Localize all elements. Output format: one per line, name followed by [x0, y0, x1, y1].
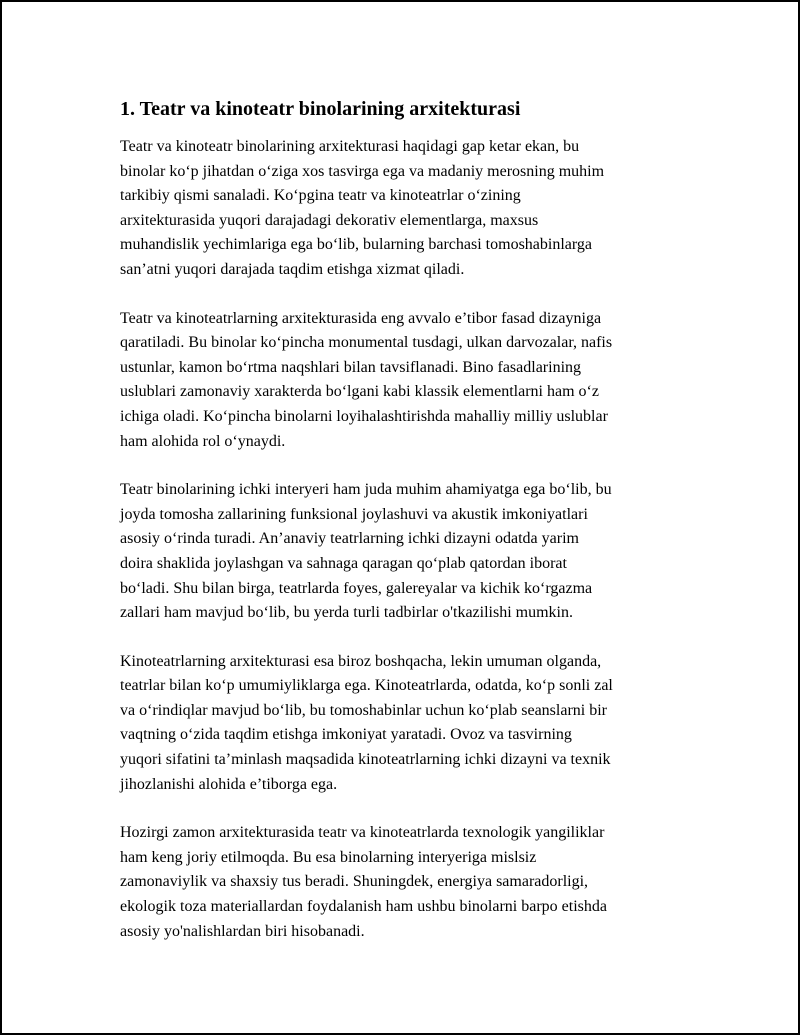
text-line: tarkibiy qismi sanaladi. Ko‘pgina teatr va kinoteatrlar o‘zining: [120, 187, 521, 205]
text-line: ekologik toza materiallardan foydalanish ham ushbu binolarni barpo etishda: [120, 898, 607, 916]
text-line: Hozirgi zamon arxitekturasida teatr va kinoteatrlarda texnologik yangiliklar: [120, 824, 605, 842]
text-line: asosiy o‘rinda turadi. An’anaviy teatrlarning ichki dizayni odatda yarim: [120, 530, 579, 548]
text-line: san’atni yuqori darajada taqdim etishga xizmat qiladi.: [120, 260, 465, 278]
text-line: Teatr binolarining ichki interyeri ham juda muhim ahamiyatga ega bo‘lib, bu: [120, 481, 612, 499]
text-line: Kinoteatrlarning arxitekturasi esa biroz boshqacha, lekin umuman olganda,: [120, 652, 602, 670]
paragraph-5: [120, 821, 692, 944]
text-line: muhandislik yechimlariga ega bo‘lib, bularning barchasi tomoshabinlarga: [120, 236, 593, 254]
text-line: ham alohida rol o‘ynaydi.: [120, 432, 286, 450]
paragraph-1: [120, 135, 692, 283]
text-line: bo‘ladi. Shu bilan birga, teatrlarda foyes, galereyalar va kichik ko‘rgazma: [120, 579, 593, 597]
text-line: joyda tomosha zallarining funksional joylashuvi va akustik imkoniyatlari: [120, 505, 588, 523]
paragraph-4: [120, 650, 692, 798]
text-line: binolar ko‘p jihatdan o‘ziga xos tasvirga ega va madaniy merosning muhim: [120, 162, 605, 180]
text-line: doira shaklida joylashgan va sahnaga qaragan qo‘plab qatordan iborat: [120, 554, 567, 572]
text-line: Teatr va kinoteatrlarning arxitekturasida eng avvalo e’tibor fasad dizayniga: [120, 309, 602, 327]
text-line: qaratiladi. Bu binolar ko‘pincha monumental tusdagi, ulkan darvozalar, nafis: [120, 334, 613, 352]
text-line: teatrlar bilan ko‘p umumiyliklarga ega. Kinoteatrlarda, odatda, ko‘p sonli zal: [120, 677, 613, 695]
text-line: arxitekturasida yuqori darajadagi dekorativ elementlarga, maxsus: [120, 211, 539, 229]
text-line: asosiy yo'nalishlardan biri hisobanadi.: [120, 922, 365, 940]
text-line: ichiga oladi. Ko‘pincha binolarni loyihalashtirishda mahalliy milliy uslublar: [120, 407, 608, 425]
paragraph-2: [120, 307, 692, 455]
paragraph-3: [120, 478, 692, 626]
section-title: 1. Teatr va kinoteatr binolarining arxitekturasi: [120, 98, 521, 120]
text-line: vaqtning o‘zida taqdim etishga imkoniyat yaratadi. Ovoz va tasvirning: [120, 726, 572, 744]
text-line: uslublari zamonaviy xarakterda bo‘lgani kabi klassik elementlarni ham o‘z: [120, 383, 599, 401]
text-line: ustunlar, kamon bo‘rtma naqshlari bilan tavsiflanadi. Bino fasadlarining: [120, 358, 582, 376]
document-body: [120, 96, 692, 968]
text-line: yuqori sifatini ta’minlash maqsadida kinoteatrlarning ichki dizayni va texnik: [120, 751, 611, 769]
text-line: zallari ham mavjud bo‘lib, bu yerda turli tadbirlar o'tkazilishi mumkin.: [120, 604, 573, 622]
text-line: zamonaviylik va shaxsiy tus beradi. Shuningdek, energiya samaradorligi,: [120, 873, 589, 891]
text-line: jihozlanishi alohida e’tiborga ega.: [120, 775, 338, 793]
text-line: Teatr va kinoteatr binolarining arxitekturasi haqidagi gap ketar ekan, bu: [120, 138, 580, 155]
text-line: ham keng joriy etilmoqda. Bu esa binolarning interyeriga mislsiz: [120, 848, 537, 866]
text-line: va o‘rindiqlar mavjud bo‘lib, bu tomoshabinlar uchun ko‘plab seanslarni bir: [120, 701, 607, 719]
